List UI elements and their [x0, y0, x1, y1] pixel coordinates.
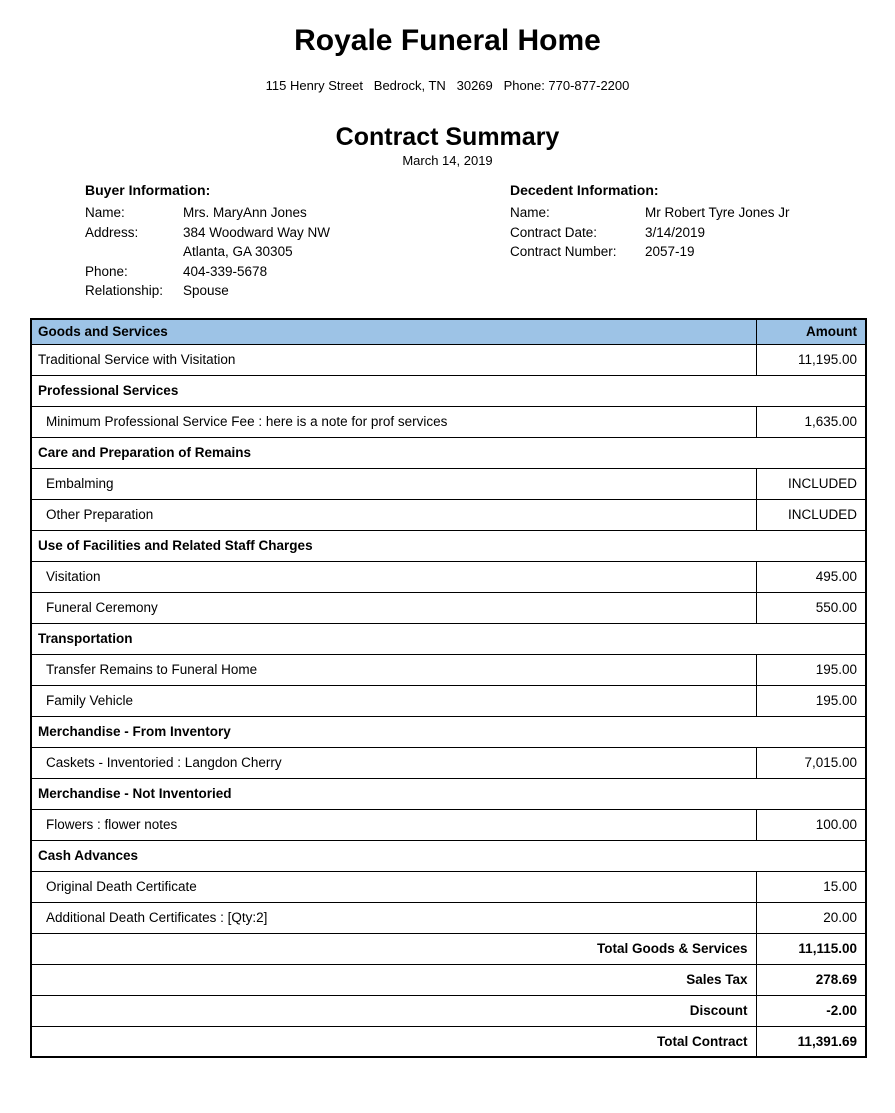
section-title: Merchandise - From Inventory — [31, 716, 866, 747]
item-amount: 1,635.00 — [756, 406, 866, 437]
buyer-phone-label: Phone: — [85, 263, 128, 279]
buyer-address-line2-row — [85, 242, 330, 262]
table-row — [31, 561, 866, 592]
total-amount: 11,115.00 — [756, 933, 866, 964]
section-row — [31, 623, 866, 654]
table-row — [31, 344, 866, 375]
sales-tax-row — [31, 964, 866, 995]
item-description: Original Death Certificate — [31, 871, 756, 902]
section-row — [31, 437, 866, 468]
section-title: Care and Preparation of Remains — [31, 437, 866, 468]
total-contract-row — [31, 1026, 866, 1057]
section-row — [31, 716, 866, 747]
total-amount: -2.00 — [756, 995, 866, 1026]
item-description: Additional Death Certificates : [Qty:2] — [31, 902, 756, 933]
goods-and-services-table — [30, 318, 867, 1058]
decedent-information-block — [510, 180, 790, 262]
item-description: Caskets - Inventoried : Langdon Cherry — [31, 747, 756, 778]
buyer-relationship-row — [85, 281, 330, 301]
item-description: Minimum Professional Service Fee : here is a note for prof services — [31, 406, 756, 437]
decedent-name-value: Mr Robert Tyre Jones Jr — [645, 205, 790, 220]
section-title: Professional Services — [31, 375, 866, 406]
section-row — [31, 840, 866, 871]
table-row — [31, 871, 866, 902]
decedent-name-label: Name: — [510, 205, 550, 220]
contract-number-value: 2057-19 — [645, 244, 695, 259]
item-amount: 7,015.00 — [756, 747, 866, 778]
table-row — [31, 468, 866, 499]
buyer-phone-row — [85, 262, 330, 282]
table-row — [31, 592, 866, 623]
total-label: Total Contract — [31, 1026, 756, 1057]
section-row — [31, 778, 866, 809]
buyer-address-line2-value: Atlanta, GA 30305 — [183, 244, 293, 259]
table-row — [31, 654, 866, 685]
total-label: Sales Tax — [31, 964, 756, 995]
item-description: Flowers : flower notes — [31, 809, 756, 840]
section-title: Use of Facilities and Related Staff Charges — [31, 530, 866, 561]
contract-number-row — [510, 242, 790, 262]
section-row — [31, 530, 866, 561]
table-row — [31, 902, 866, 933]
item-amount: 550.00 — [756, 592, 866, 623]
item-amount: 195.00 — [756, 654, 866, 685]
item-description: Embalming — [31, 468, 756, 499]
item-description: Family Vehicle — [31, 685, 756, 716]
total-goods-services-row — [31, 933, 866, 964]
item-description: Traditional Service with Visitation — [31, 344, 756, 375]
item-amount: 195.00 — [756, 685, 866, 716]
item-amount: 100.00 — [756, 809, 866, 840]
item-description: Other Preparation — [31, 499, 756, 530]
total-amount: 278.69 — [756, 964, 866, 995]
buyer-relationship-label: Relationship: — [85, 283, 164, 298]
table-row — [31, 499, 866, 530]
buyer-address-row — [85, 223, 330, 243]
amount-column-header: Amount — [756, 319, 866, 344]
decedent-name-row — [510, 203, 790, 223]
buyer-address-line2-label — [85, 242, 183, 262]
document-title: Contract Summary — [335, 123, 560, 151]
decedent-information-heading: Decedent Information: — [510, 182, 659, 198]
item-amount: 15.00 — [756, 871, 866, 902]
section-title: Merchandise - Not Inventoried — [31, 778, 866, 809]
buyer-information-block — [85, 180, 330, 301]
contract-number-label: Contract Number: — [510, 244, 617, 259]
table-header-row — [31, 319, 866, 344]
item-amount: INCLUDED — [756, 499, 866, 530]
buyer-phone-value: 404-339-5678 — [183, 263, 268, 279]
buyer-address-label: Address: — [85, 224, 139, 240]
table-row — [31, 685, 866, 716]
company-address: 115 Henry Street Bedrock, TN 30269 Phone: 770-877-2200 — [265, 78, 630, 93]
table-row — [31, 406, 866, 437]
total-label: Total Goods & Services — [31, 933, 756, 964]
buyer-address-value: 384 Woodward Way NW — [183, 224, 331, 240]
discount-row — [31, 995, 866, 1026]
item-amount: 11,195.00 — [756, 344, 866, 375]
buyer-relationship-value: Spouse — [183, 283, 229, 298]
contract-date-value: 3/14/2019 — [645, 224, 706, 240]
item-amount: 20.00 — [756, 902, 866, 933]
total-label: Discount — [31, 995, 756, 1026]
item-description: Transfer Remains to Funeral Home — [31, 654, 756, 685]
total-amount: 11,391.69 — [756, 1026, 866, 1057]
item-description: Visitation — [31, 561, 756, 592]
item-amount: INCLUDED — [756, 468, 866, 499]
section-title: Transportation — [31, 623, 866, 654]
item-description: Funeral Ceremony — [31, 592, 756, 623]
buyer-name-value: Mrs. MaryAnn Jones — [183, 205, 307, 220]
buyer-name-row — [85, 203, 330, 223]
contract-date-row — [510, 223, 790, 243]
info-section — [0, 180, 895, 304]
contract-date-label: Contract Date: — [510, 224, 598, 240]
section-row — [31, 375, 866, 406]
buyer-name-label: Name: — [85, 205, 125, 220]
table-row — [31, 747, 866, 778]
table-row — [31, 809, 866, 840]
company-name: Royale Funeral Home — [294, 24, 601, 57]
document-date: March 14, 2019 — [402, 153, 493, 168]
item-amount: 495.00 — [756, 561, 866, 592]
section-title: Cash Advances — [31, 840, 866, 871]
buyer-information-heading: Buyer Information: — [85, 182, 211, 198]
goods-and-services-column-header: Goods and Services — [31, 319, 756, 344]
